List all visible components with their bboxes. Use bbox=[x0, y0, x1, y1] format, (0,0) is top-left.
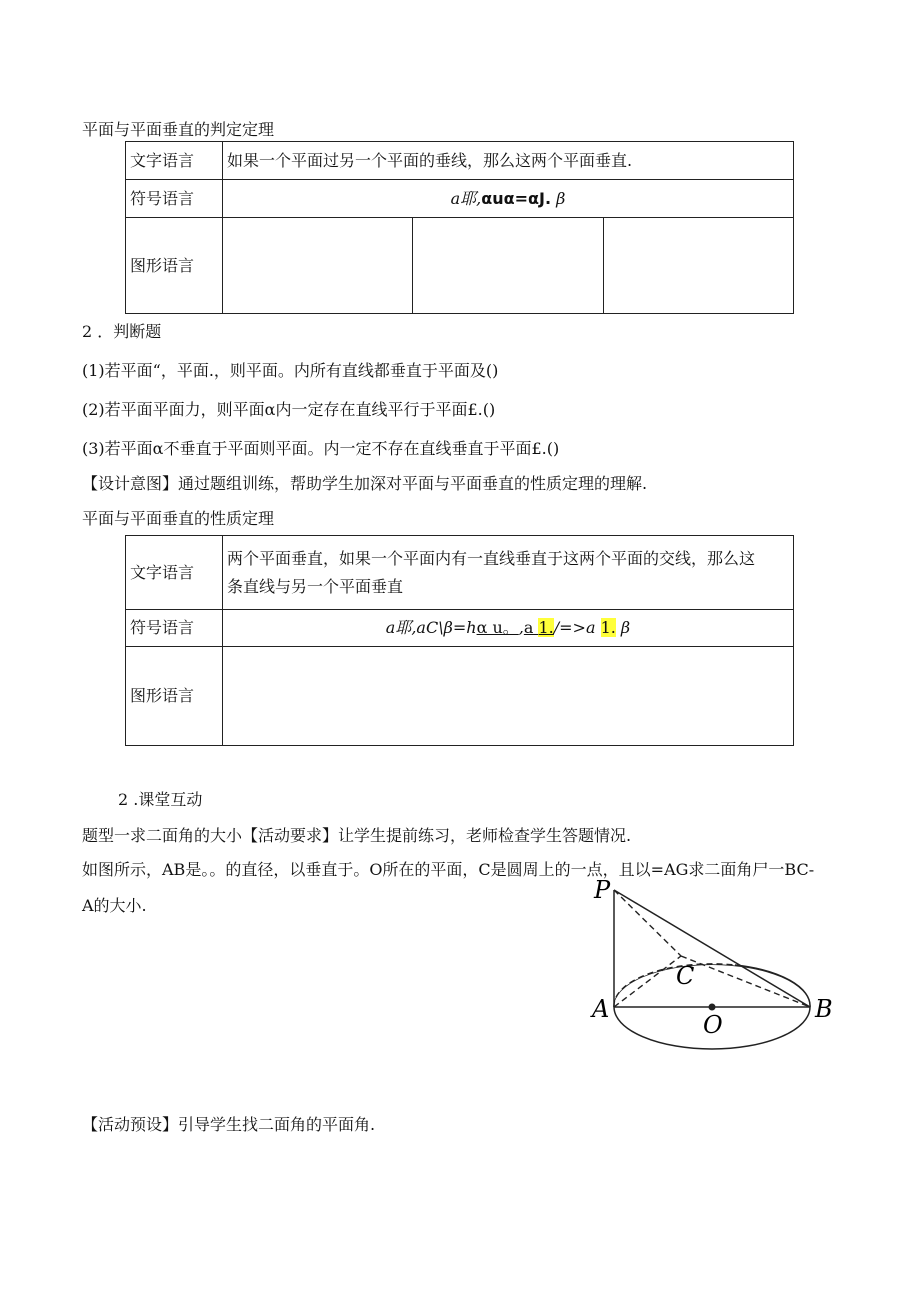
highlight-mark: 1. bbox=[600, 618, 616, 637]
label-O: O bbox=[703, 1011, 723, 1039]
row-label: 文字语言 bbox=[126, 142, 223, 180]
row-label: 图形语言 bbox=[126, 647, 223, 746]
sec2-heading: 平面与平面垂直的性质定理 bbox=[82, 509, 275, 528]
symbol-part: β bbox=[615, 618, 631, 637]
figure-cell-mid bbox=[413, 218, 603, 314]
property-theorem-table bbox=[125, 535, 794, 746]
label-P: P bbox=[594, 876, 611, 904]
sec1-heading: 平面与平面垂直的判定定理 bbox=[82, 120, 275, 139]
label-C: C bbox=[676, 962, 695, 990]
symbol-part: a耶, bbox=[450, 188, 482, 208]
design-intent: 【设计意图】通过题组训练，帮助学生加深对平面与平面垂直的性质定理的理解. bbox=[82, 474, 648, 493]
symbol-part: αuα=αJ. bbox=[481, 188, 552, 208]
symbol-part: , bbox=[518, 618, 524, 637]
symbol-part: a耶,aC\β=h bbox=[385, 618, 477, 637]
label-B: B bbox=[815, 995, 833, 1023]
segment-PC bbox=[614, 890, 681, 956]
symbol-part: β bbox=[551, 188, 566, 208]
row-label: 文字语言 bbox=[126, 536, 223, 610]
center-point bbox=[709, 1004, 716, 1011]
figure-cell-right bbox=[603, 218, 793, 314]
activity-line: 题型一求二面角的大小【活动要求】让学生提前练习，老师检查学生答题情况. bbox=[82, 826, 632, 845]
judge-heading: 2 ．判断题 bbox=[82, 322, 162, 341]
geometry-figure bbox=[585, 872, 840, 1057]
symbol-language-cell bbox=[223, 610, 794, 647]
row-label: 符号语言 bbox=[126, 180, 223, 218]
symbol-language-cell bbox=[223, 180, 794, 218]
text-language-cell: 如果一个平面过另一个平面的垂线，那么这两个平面垂直. bbox=[223, 142, 794, 180]
text-line-2: 条直线与另一个平面垂直 bbox=[227, 576, 404, 596]
row-label: 符号语言 bbox=[126, 610, 223, 647]
symbol-part: a bbox=[523, 618, 539, 637]
figure-cell-left bbox=[223, 218, 413, 314]
highlight-mark: 1. bbox=[538, 618, 554, 637]
problem-line-1: 如图所示，AB是。。的直径，以垂直于。O所在的平面，C是圆周上的一点，且以=AG求二面角尸一BC- bbox=[82, 860, 815, 879]
judge-item-2: (2)若平面平面力，则平面α内一定存在直线平行于平面£.() bbox=[82, 400, 496, 419]
judgment-theorem-table bbox=[125, 141, 794, 314]
judge-item-3: (3)若平面α不垂直于平面则平面。内一定不存在直线垂直于平面£.() bbox=[82, 439, 560, 458]
text-language-cell bbox=[223, 536, 794, 610]
text-line-1: 两个平面垂直，如果一个平面内有一直线垂直于这两个平面的交线，那么这 bbox=[227, 548, 756, 568]
judge-item-1: (1)若平面“，平面.，则平面。内所有直线都垂直于平面及() bbox=[82, 361, 499, 380]
problem-line-2: A的大小. bbox=[82, 896, 147, 915]
row-label: 图形语言 bbox=[126, 218, 223, 314]
class-heading: 2 .课堂互动 bbox=[118, 790, 203, 809]
label-A: A bbox=[592, 995, 610, 1023]
activity-preset: 【活动预设】引导学生找二面角的平面角. bbox=[82, 1115, 376, 1134]
symbol-part: /=>a bbox=[553, 618, 601, 637]
figure-cell bbox=[223, 647, 794, 746]
symbol-part: α u。 bbox=[476, 618, 519, 637]
